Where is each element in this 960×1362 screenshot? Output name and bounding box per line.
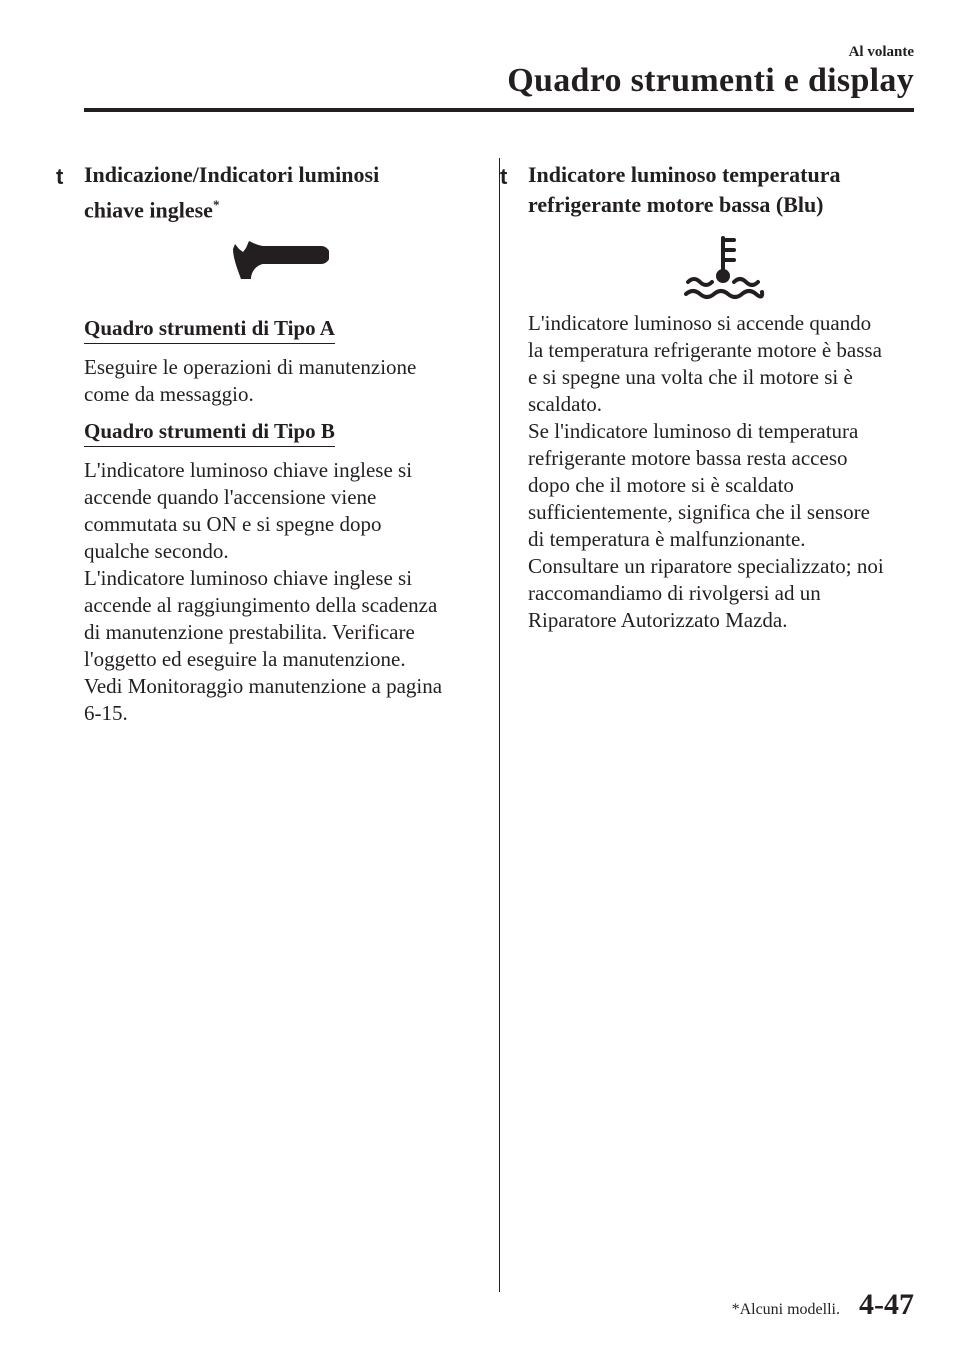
text-line: Consultare un riparatore specializzato; noi — [528, 554, 884, 578]
text-line: Eseguire le operazioni di manutenzione — [84, 355, 417, 380]
text-line: L'indicatore luminoso chiave inglese si — [84, 458, 413, 483]
text-line: L'indicatore luminoso chiave inglese si — [84, 566, 413, 591]
text-line: Riparatore Autorizzato Mazda. — [528, 608, 788, 632]
text-line: raccomandiamo di rivolgersi ad un — [528, 581, 821, 605]
text-line: accende al raggiungimento della scadenza — [84, 593, 438, 618]
text-line: la temperatura refrigerante motore è bassa — [528, 338, 882, 362]
heading-line: refrigerante motore bassa (Blu) — [528, 192, 824, 217]
text-line: commutata su ON e si spegne dopo — [84, 512, 382, 537]
left-column — [56, 160, 474, 727]
paragraph-coolant — [528, 310, 918, 634]
section-heading-coolant — [500, 160, 918, 220]
footnote: *Alcuni modelli. — [731, 1301, 840, 1318]
text-line: come da messaggio. — [84, 382, 254, 407]
heading-line: chiave inglese* — [84, 197, 220, 223]
footnote-mark: * — [212, 197, 220, 212]
bullet-marker: t — [500, 164, 508, 189]
subheading-type-a: Quadro strumenti di Tipo A — [84, 315, 335, 344]
text-line: Se l'indicatore luminoso di temperatura — [528, 419, 859, 443]
text-line: scaldato. — [528, 392, 603, 416]
paragraph-type-b — [84, 457, 474, 727]
text-line: sufficientemente, significa che il sensore — [528, 500, 870, 524]
heading-line: Indicazione/Indicatori luminosi — [84, 162, 380, 187]
right-column — [500, 160, 918, 634]
text-line: di manutenzione prestabilita. Verificare — [84, 620, 415, 645]
text-line: accende quando l'accensione viene — [84, 485, 377, 510]
section-heading-wrench — [56, 160, 474, 225]
text-line: qualche secondo. — [84, 539, 229, 564]
section-label: Al volante — [848, 44, 914, 60]
text-line: refrigerante motore bassa resta acceso — [528, 446, 848, 470]
text-line: 6-15. — [84, 701, 128, 726]
wrench-icon — [229, 239, 329, 283]
coolant-temperature-icon — [678, 232, 768, 302]
page-title: Quadro strumenti e display — [507, 62, 914, 99]
text-line: L'indicatore luminoso si accende quando — [528, 311, 872, 335]
subheading-type-b: Quadro strumenti di Tipo B — [84, 418, 335, 447]
text-line: di temperatura è malfunzionante. — [528, 527, 806, 551]
heading-line: Indicatore luminoso temperatura — [528, 162, 841, 187]
header-rule — [84, 108, 914, 112]
text-line: Vedi Monitoraggio manutenzione a pagina — [84, 674, 443, 699]
text-line: dopo che il motore si è scaldato — [528, 473, 794, 497]
column-divider — [499, 158, 500, 1292]
text-line: l'oggetto ed eseguire la manutenzione. — [84, 647, 406, 672]
text-line: e si spegne una volta che il motore si è — [528, 365, 853, 389]
bullet-marker: t — [56, 164, 64, 189]
paragraph-type-a — [84, 354, 474, 408]
page-number: 4-47 — [859, 1288, 914, 1321]
